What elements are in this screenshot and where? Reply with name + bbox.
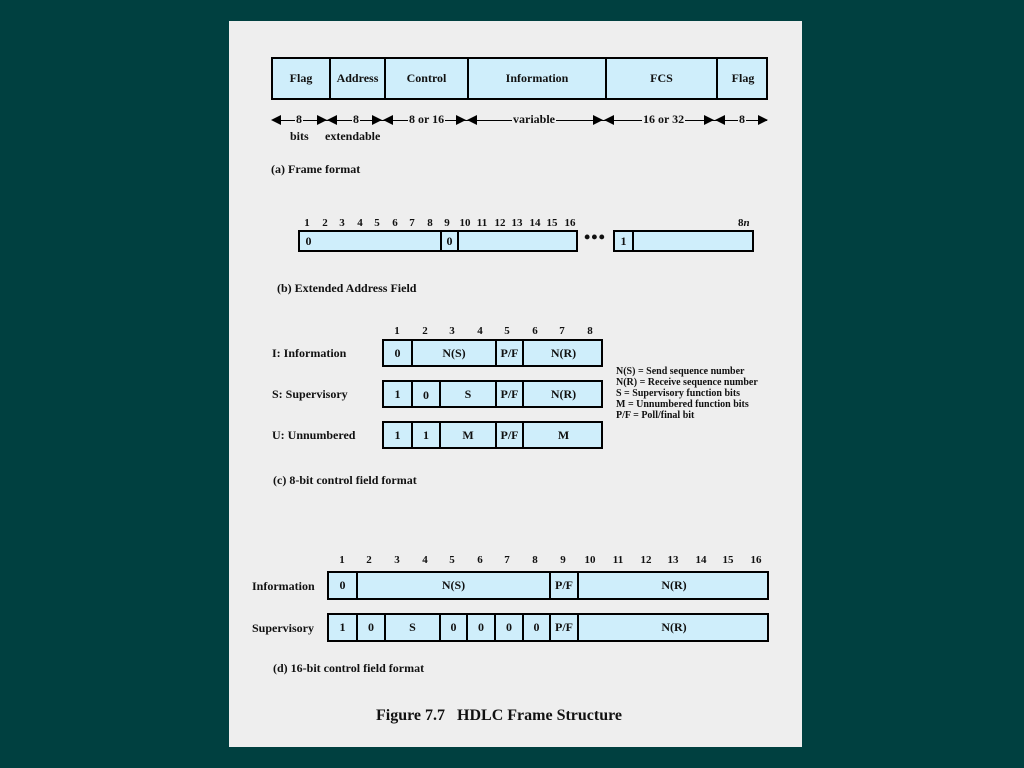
bit-number: 4 <box>422 554 428 566</box>
cell-s: S <box>384 615 439 640</box>
row-label-i-information: I: Information <box>272 346 347 360</box>
bit-number-8n <box>738 217 750 229</box>
bit-number: 6 <box>477 554 483 566</box>
address-bits-rest <box>632 232 754 250</box>
arrow-left-icon <box>383 115 393 125</box>
caption-frame-format: (a) Frame format <box>271 162 361 176</box>
cell-nr: N(R) <box>577 573 769 598</box>
arrow-right-icon <box>456 115 466 125</box>
cell-bit: 1 <box>339 620 346 634</box>
cell-m: M <box>439 423 495 447</box>
cell-bit: 0 <box>394 345 401 360</box>
extendable-note: extendable <box>325 129 381 143</box>
legend-ns: N(S) = Send sequence number <box>616 366 745 377</box>
cell-bit: 0 <box>356 615 384 640</box>
field-fcs: FCS <box>605 59 716 98</box>
cell-nr: N(R) <box>577 615 769 640</box>
width-information: variable <box>513 112 555 126</box>
arrow-right-icon <box>372 115 382 125</box>
cell-bit: 0 <box>439 615 466 640</box>
arrow-right-icon <box>593 115 603 125</box>
bit-number: 12 <box>494 217 506 229</box>
bit-number: 8 <box>532 554 538 566</box>
figure-title: Figure 7.7 HDLC Frame Structure <box>376 707 623 724</box>
bit-number: 4 <box>357 217 363 229</box>
cell-bit: 0 <box>466 615 494 640</box>
width-flag-end: 8 <box>739 112 745 126</box>
arrow-left-icon <box>604 115 614 125</box>
field-control: Control <box>384 59 467 98</box>
ellipsis: ••• <box>584 227 606 247</box>
bit-number-8: 8 <box>738 217 744 229</box>
bit-number: 1 <box>339 554 345 566</box>
cell-s: S <box>439 382 495 406</box>
bit-number: 13 <box>511 217 523 229</box>
cell-bit: 1 <box>394 387 401 401</box>
bit-number: 12 <box>640 554 652 566</box>
bit-number: 13 <box>667 554 679 566</box>
cell-nr: N(R) <box>522 382 603 406</box>
cell-bit: 1 <box>411 423 439 447</box>
legend-pf: P/F = Poll/final bit <box>616 410 695 421</box>
cell-bit: 0 <box>339 578 346 592</box>
control-8bit-i-frame <box>382 339 603 367</box>
bit-number: 15 <box>546 217 558 229</box>
row-label-supervisory: Supervisory <box>252 621 315 635</box>
legend <box>616 366 758 421</box>
cell-bit: 0 <box>522 615 549 640</box>
cell-pf: P/F <box>495 423 522 447</box>
cell-pf: P/F <box>495 341 522 365</box>
row-label-s-supervisory: S: Supervisory <box>272 387 348 401</box>
legend-m: M = Unnumbered function bits <box>616 399 749 410</box>
bit-number: 16 <box>750 554 762 566</box>
cell-ns: N(S) <box>356 573 549 598</box>
address-bit-0: 0 <box>305 233 312 248</box>
arrow-left-icon <box>271 115 281 125</box>
bit-number: 10 <box>584 554 596 566</box>
address-octet-last <box>613 230 754 252</box>
arrow-right-icon <box>758 115 768 125</box>
bit-number: 5 <box>504 325 510 337</box>
figure-panel <box>229 21 802 747</box>
bit-number: 4 <box>477 325 483 337</box>
bit-number: 7 <box>504 554 510 566</box>
bit-number: 2 <box>422 325 428 337</box>
field-flag-end: Flag <box>716 59 768 98</box>
arrow-right-icon <box>317 115 327 125</box>
bit-number: 11 <box>612 554 624 566</box>
width-control: 8 or 16 <box>409 112 445 126</box>
arrow-left-icon <box>715 115 725 125</box>
arrow-right-icon <box>704 115 714 125</box>
caption-16bit-control: (d) 16-bit control field format <box>273 661 425 675</box>
control-8bit-u-frame <box>382 421 603 449</box>
arrow-left-icon <box>327 115 337 125</box>
bit-number: 3 <box>449 325 455 337</box>
cell-bit: 1 <box>394 427 401 442</box>
legend-s: S = Supervisory function bits <box>616 388 741 399</box>
row-label-information: Information <box>252 579 315 593</box>
cell-bit: 0 <box>494 615 522 640</box>
address-bits-rest <box>457 232 578 250</box>
bit-number: 7 <box>559 325 565 337</box>
cell-m: M <box>522 423 603 447</box>
cell-ns: N(S) <box>411 341 495 365</box>
caption-8bit-control: (c) 8-bit control field format <box>273 473 417 487</box>
cell-pf: P/F <box>549 615 577 640</box>
bit-number: 5 <box>374 217 380 229</box>
control-8bit-s-frame <box>382 380 603 408</box>
address-bit-1: 1 <box>620 233 627 248</box>
bit-number: 6 <box>532 325 538 337</box>
bit-number: 9 <box>560 554 566 566</box>
cell-pf: P/F <box>495 382 522 406</box>
cell-pf: P/F <box>549 573 577 598</box>
bit-number: 8 <box>427 217 433 229</box>
bit-number: 7 <box>409 217 415 229</box>
field-address: Address <box>329 59 384 98</box>
bit-number: 2 <box>322 217 328 229</box>
width-fcs: 16 or 32 <box>643 112 685 126</box>
bit-number: 9 <box>444 217 450 229</box>
caption-extended-address: (b) Extended Address Field <box>277 281 417 295</box>
bit-number-n: n <box>743 217 750 229</box>
bit-number: 15 <box>722 554 734 566</box>
cell-nr: N(R) <box>522 341 603 365</box>
bit-number: 1 <box>394 325 400 337</box>
address-octet-1 <box>298 230 578 252</box>
bits-note: bits <box>290 129 309 143</box>
control-16bit-i-frame <box>327 571 769 600</box>
arrow-left-icon <box>467 115 477 125</box>
row-label-u-unnumbered: U: Unnumbered <box>272 428 356 442</box>
field-flag-start: Flag <box>289 71 313 85</box>
width-flag: 8 <box>296 112 302 126</box>
bit-number: 5 <box>449 554 455 566</box>
bit-number: 14 <box>529 217 541 229</box>
bit-number: 10 <box>459 217 471 229</box>
bit-number: 3 <box>339 217 345 229</box>
bit-number: 11 <box>476 217 488 229</box>
bit-number: 6 <box>392 217 398 229</box>
bit-number: 1 <box>304 217 310 229</box>
frame-format-box <box>271 57 768 100</box>
field-information: Information <box>467 59 605 98</box>
legend-nr: N(R) = Receive sequence number <box>616 377 758 388</box>
bit-number: 2 <box>366 554 372 566</box>
bit-number: 3 <box>394 554 400 566</box>
address-bit-0: 0 <box>440 232 457 250</box>
control-16bit-s-frame <box>327 613 769 642</box>
bit-number: 16 <box>564 217 576 229</box>
bit-number: 14 <box>695 554 707 566</box>
bit-number: 8 <box>587 325 593 337</box>
cell-bit: 0 <box>411 382 439 406</box>
width-address: 8 <box>353 112 359 126</box>
